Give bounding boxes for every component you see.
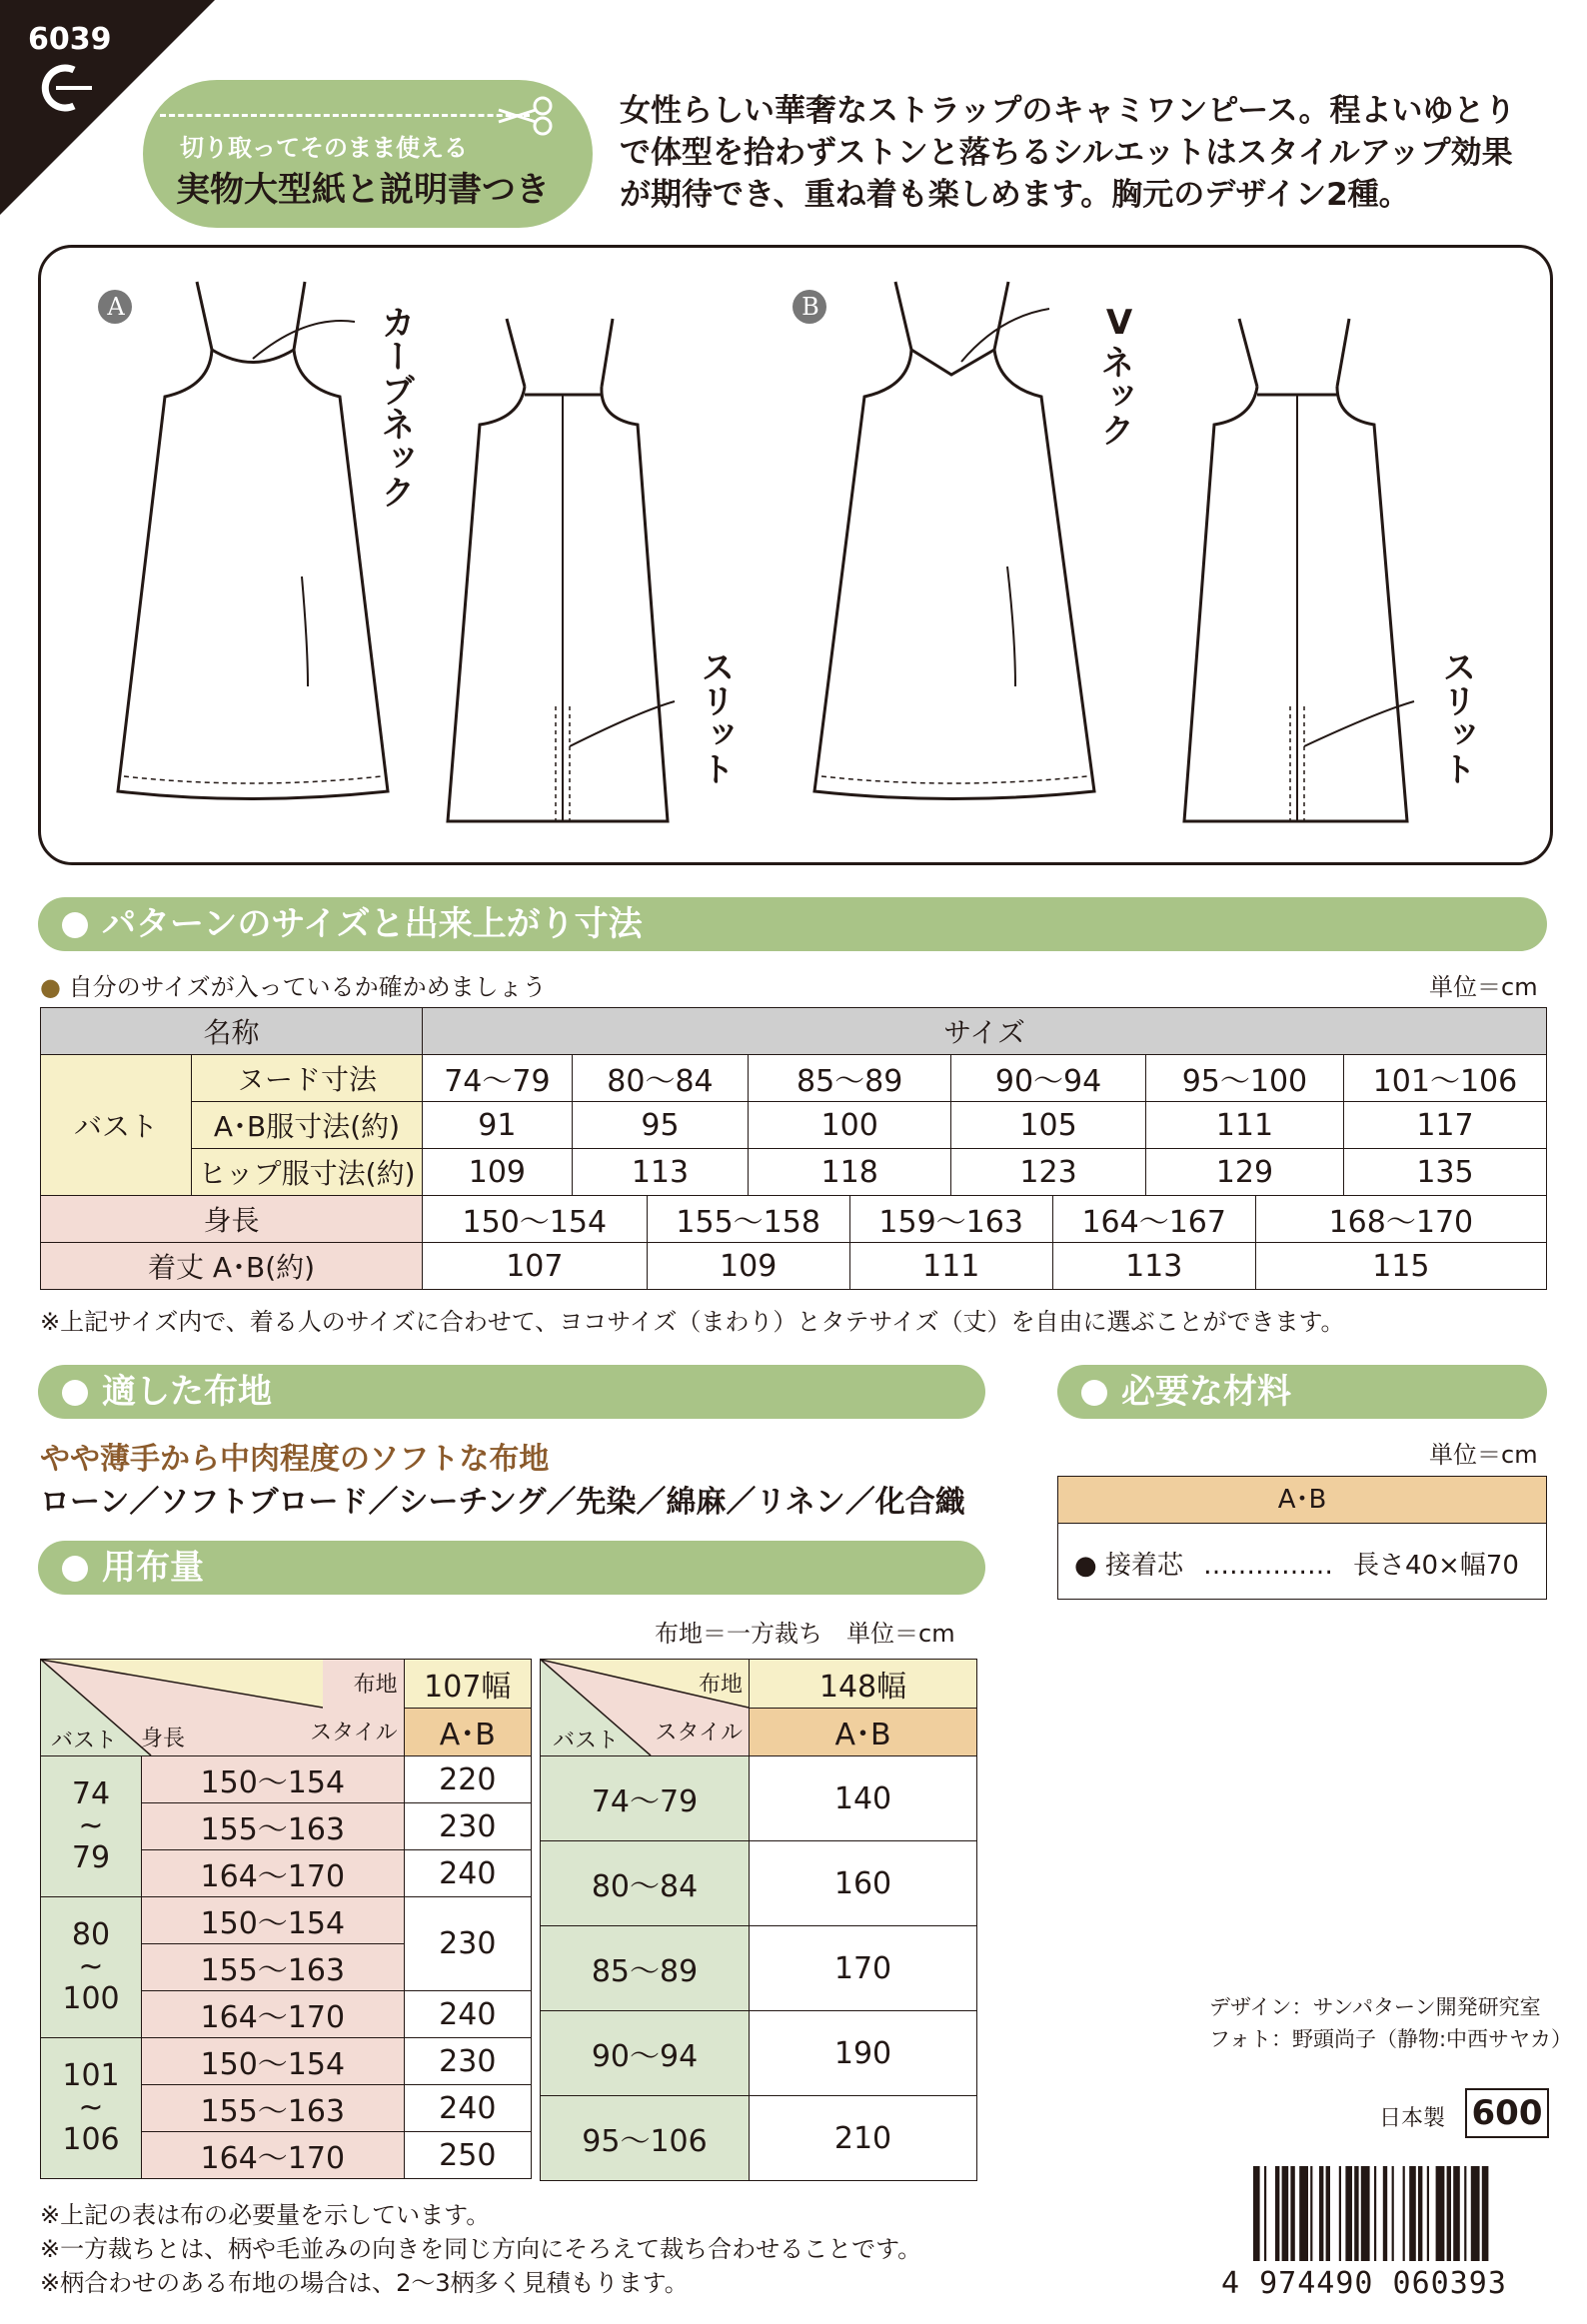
materials-header: A･B [1057,1476,1547,1524]
row-label: ヒップ服寸法(約) [192,1149,423,1196]
bullet-icon: ● [40,973,61,1001]
materials-section-title: 必要な材料 [1121,1372,1291,1412]
materials-section-header [1057,1365,1547,1419]
fabric-highlight: やや薄手から中肉程度のソフトな布地 [40,1442,550,1477]
dress-a-back-drawing [448,319,675,821]
materials-unit: 単位＝cm [1429,1441,1538,1469]
bust-group-2: 80 ~ 100 [41,1897,142,2038]
bust-group-3: 101 ~ 106 [41,2038,142,2179]
yardage-section-title: 用布量 [102,1548,204,1588]
diagonal-header-cell: 布地 スタイル バスト [541,1660,750,1756]
fabric-list: ローン／ソフトブロード／シーチング／先染／綿麻／リネン／化合織 [40,1485,965,1520]
row-label: A･B服寸法(約) [192,1102,423,1149]
size-section-title: パターンのサイズと出来上がり寸法 [102,904,643,944]
height-label: 身長 [41,1196,423,1243]
yardage-section-header [38,1541,985,1595]
callout-v-neck: ネック [1094,345,1134,447]
yardage-table-148: 布地 スタイル バスト 148幅 A･B 74〜79 140 80〜84 160 85〜89 170 90〜94 190 95〜106 210 [540,1659,977,2181]
brand-logo-icon [34,62,94,118]
callout-slit-a: スリット [695,649,735,785]
width-148: 148幅 [750,1660,977,1709]
barcode-number: 4 974490 060393 [1221,2266,1507,2301]
callout-slit-b: スリット [1436,649,1476,785]
style-b-label: B [801,293,819,321]
style-ab: A･B [750,1708,977,1756]
scissors-icon [495,96,555,140]
barcode-icon [1251,2166,1551,2261]
header-name: 名称 [41,1008,423,1055]
fabric-section-header [38,1365,985,1419]
header-size: サイズ [423,1008,1547,1055]
cut-line [160,114,530,117]
intro-text: 女性らしい華奢なストラップのキャミワンピース。程よいゆとり で体型を拾わずストンと落ちるシルエットはスタイルアップ効果 が期待でき、重ね着も楽しめます。胸元のデザイン2種。 [620,93,1516,213]
size-section-header [38,897,1547,951]
callout-v-letter: V [1105,303,1133,343]
fabric-section-title: 適した布地 [102,1372,272,1412]
size-lead: ● 自分のサイズが入っているか確かめましょう [40,973,547,1001]
pattern-number: 6039 [28,22,112,57]
style-ab: A･B [404,1708,531,1756]
badge-title: 実物大型紙と説明書つき [176,170,550,210]
size-table: 名称 サイズ バスト ヌード寸法 74〜79 80〜84 85〜89 90〜94 95〜100 101〜106 A･B服寸法(約) 91 95 100 105 111 117 ヒップ服寸法(約) 109 113 118 123 129 135 身長 150〜154 155〜158 159〜163 164〜167 168〜170 着丈 A･B(約) 107 109 111 113 115 [40,1007,1547,1290]
row-label: ヌード寸法 [192,1055,423,1102]
dress-b-back-drawing [1184,319,1414,821]
badge-subtitle: 切り取ってそのまま使える [180,134,468,162]
yardage-table-107: 布地 スタイル バスト 身長 107幅 A･B 74 ~ 79 150〜154 220 155〜163 230 164〜170 240 80 ~ 100 150〜154 230 155〜163 164〜170 240 101 ~ 106 150〜154 230 155〜163 240 164〜170 250 [40,1659,532,2179]
price-box: 600 [1465,2088,1549,2138]
yardage-meta: 布地＝一方裁ち 単位＝cm [655,1620,955,1648]
dress-a-front-drawing [98,282,388,799]
width-107: 107幅 [404,1660,531,1709]
bust-label: バスト [41,1055,192,1196]
length-label: 着丈 A･B(約) [41,1243,423,1290]
bust-group-1: 74 ~ 79 [41,1756,142,1897]
credits: デザイン：サンパターン開発研究室 フォト：野頭尚子（静物:中西サヤカ） [1209,1995,1573,2051]
diagonal-header-cell: 布地 スタイル バスト 身長 [41,1660,405,1756]
style-a-label: A [107,293,125,321]
garment-illustrations [40,247,1547,858]
size-unit: 単位＝cm [1429,973,1538,1001]
yardage-notes: ※上記の表は布の必要量を示しています。 ※一方裁ちとは、柄や毛並みの向きを同じ方向にそろえて裁ち合わせることです。 ※柄合わせのある布地の場合は、2〜3柄多く見積もります。 [40,2201,922,2297]
made-in: 日本製 [1379,2106,1446,2131]
materials-item: ● 接着芯 …………… 長さ40×幅70 [1074,1551,1519,1581]
dress-b-front-drawing [793,282,1094,799]
callout-curve-neck: カーブネック [375,305,415,509]
size-footnote: ※上記サイズ内で、着る人のサイズに合わせて、ヨコサイズ（まわり）とタテサイズ（丈）を自由に選ぶことができます。 [40,1308,1345,1336]
